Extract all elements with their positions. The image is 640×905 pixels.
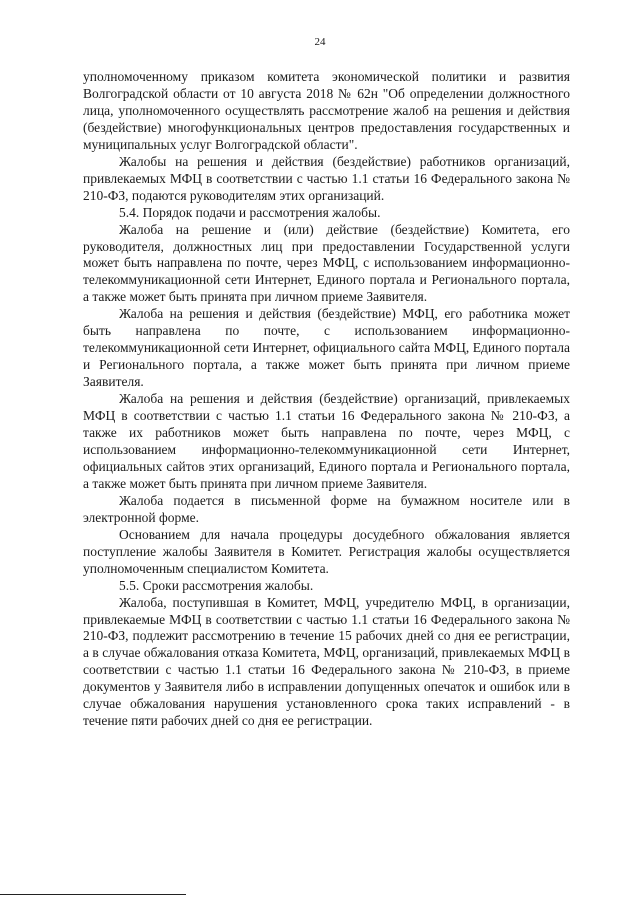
paragraph-complaints-organizations: Жалобы на решения и действия (бездействие) работников организаций, привлекаемых МФЦ в соответствии с частью 1.1 статьи 16 Федерального закона № 210-ФЗ, подаются руководителям этих организаций. — [83, 153, 570, 203]
page-number: 24 — [314, 36, 326, 48]
paragraph-grounds: Основанием для начала процедуры досудебного обжалования является поступление жалобы Заявителя в Комитет. Регистрация жалобы осуществляется уполномоченным специалистом Комитета. — [83, 526, 570, 576]
document-body — [83, 69, 570, 730]
paragraph-complaint-form: Жалоба подается в письменной форме на бумажном носителе или в электронной форме. — [83, 492, 570, 525]
paragraph-complaint-mfc: Жалоба на решения и действия (бездействие) МФЦ, его работника может быть направлена по почте, с использованием информационно-телекоммуникационной сети Интернет, официального сайта МФЦ, Единого портала и Регионального портала, а также может быть принята при личном приеме Заявителя. — [83, 306, 570, 390]
footnote-divider — [0, 894, 186, 895]
paragraph-review-terms: Жалоба, поступившая в Комитет, МФЦ, учредителю МФЦ, в организации, привлекаемые МФЦ в соответствии с частью 1.1 статьи 16 Федерального закона № 210-ФЗ, подлежит рассмотрению в течение 15 рабочих дней со дня ее регистрации, а в случае обжалования отказа Комитета, МФЦ, организаций, привлекаемых МФЦ в соответствии с частью 1.1 статьи 16 Федерального закона № 210-ФЗ, в приеме документов у Заявителя либо в исправлении допущенных опечаток и ошибок или в случае обжалования нарушения установленного срока таких исправлений - в течение пяти рабочих дней со дня ее регистрации. — [83, 594, 570, 729]
section-heading-5-5: 5.5. Сроки рассмотрения жалобы. — [119, 577, 314, 593]
paragraph-complaint-committee: Жалоба на решение и (или) действие (бездействие) Комитета, его руководителя, должностных лиц при предоставлении Государственной услуги может быть направлена по почте, через МФЦ, с использованием информационно-телекоммуникационной сети Интернет, Единого портала и Регионального портала, а также может быть принята при личном приеме Заявителя. — [83, 221, 570, 305]
section-heading-5-4: 5.4. Порядок подачи и рассмотрения жалобы. — [119, 204, 381, 220]
paragraph-complaint-attracted-organizations: Жалоба на решения и действия (бездействие) организаций, привлекаемых МФЦ в соответствии с частью 1.1 статьи 16 Федерального закона № 210-ФЗ, а также их работников может быть направлена по почте, через МФЦ, с использованием информационно-телекоммуникационной сети Интернет, официальных сайтов этих организаций, Единого портала и Регионального портала, а также может быть принята при личном приеме Заявителя. — [83, 391, 570, 491]
paragraph-continuation: уполномоченному приказом комитета экономической политики и развития Волгоградской области от 10 августа 2018 № 62н "Об определении должностного лица, уполномоченного осуществлять рассмотрение жалоб на решения и действия (бездействие) многофункциональных центров предоставления государственных и муниципальных услуг Волгоградской области". — [83, 69, 570, 152]
